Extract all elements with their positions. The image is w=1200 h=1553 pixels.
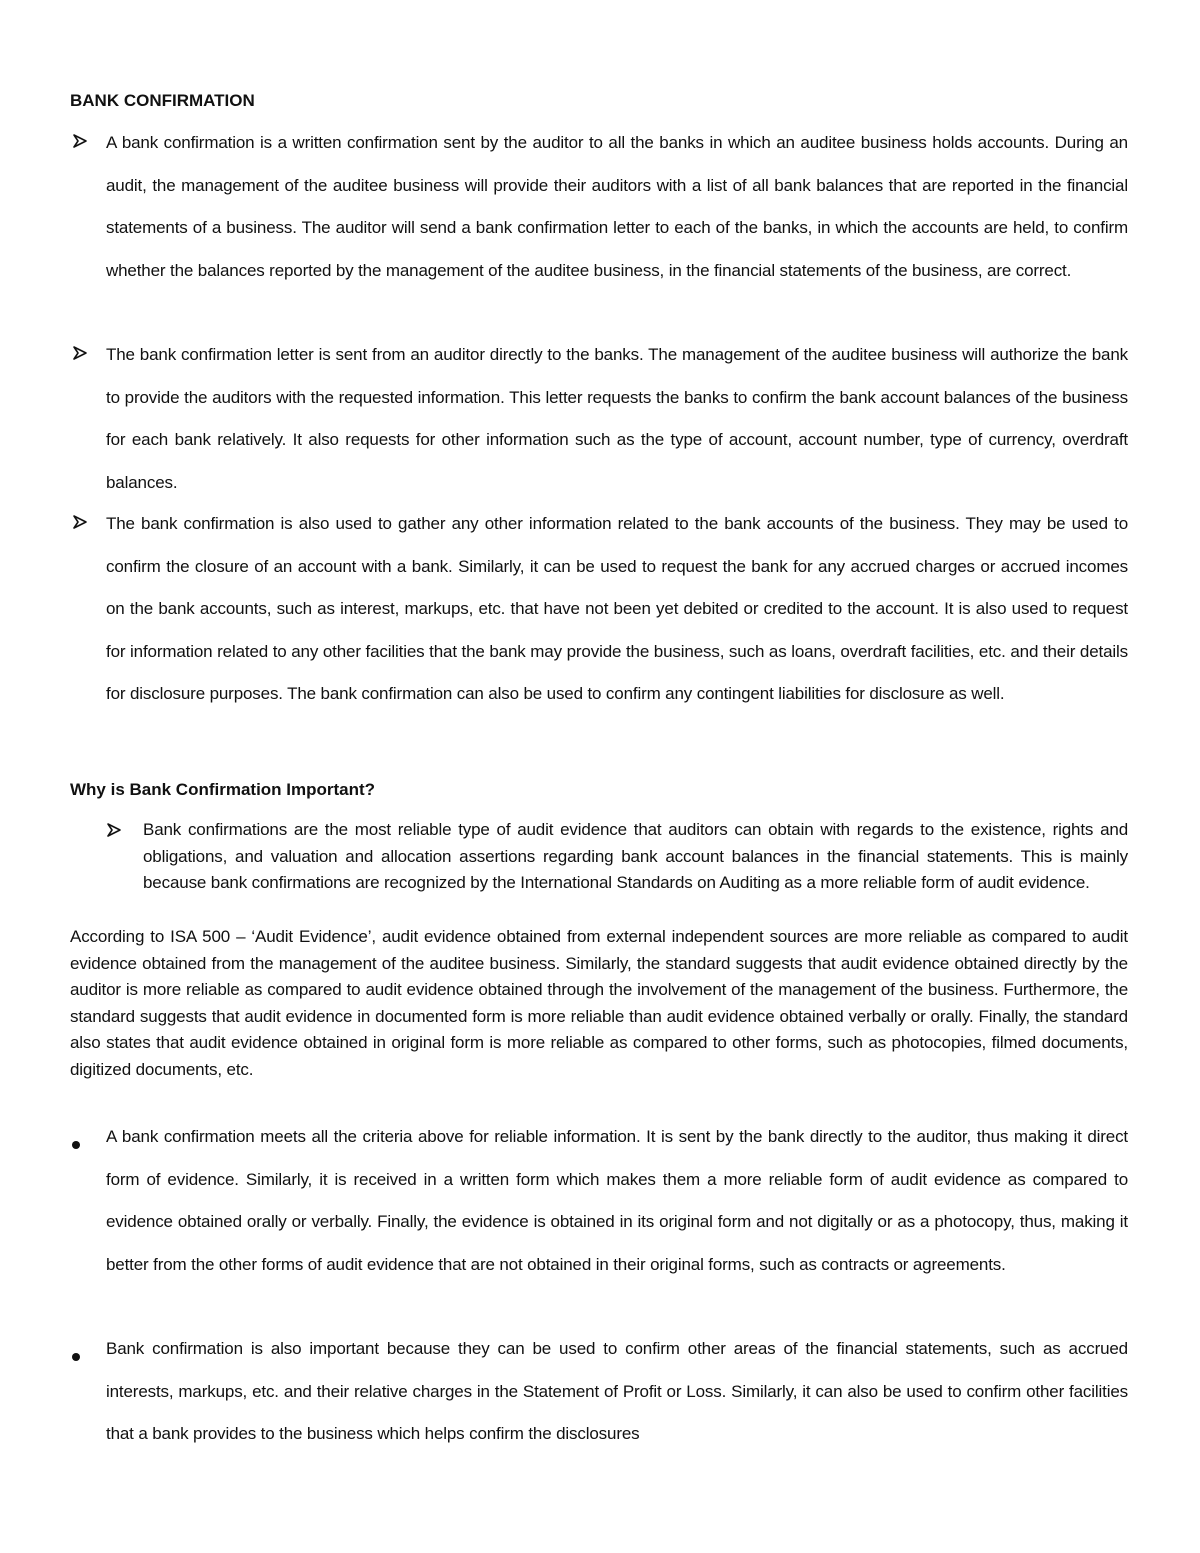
list-item: [70, 334, 1128, 504]
dot-bullet-icon: [72, 1133, 80, 1155]
arrow-bullet-icon: [72, 514, 88, 536]
list-item: [70, 1328, 1128, 1456]
list-item: [70, 1116, 1128, 1286]
bullet-point-1: A bank confirmation meets all the criteria above for reliable information. It is sent by the bank directly to the auditor, thus making it direct form of evidence. Similarly, it is received in a written form which makes them a more reliable form of audit evidence as compared to evidence obtained orally or verbally. Finally, the evidence is obtained in its original form and not digitally or as a photocopy, thus, making it better from the other forms of audit evidence that are not obtained in their original forms, such as contracts or agreements.: [106, 1127, 1128, 1274]
page-title: BANK CONFIRMATION: [70, 91, 255, 110]
intro-point-1: A bank confirmation is a written confirmation sent by the auditor to all the banks in which an auditee business holds accounts. During an audit, the management of the auditee business will provide their auditors with a list of all bank balances that are reported in the financial statements of a business. The auditor will send a bank confirmation letter to each of the banks, in which the accounts are held, to confirm whether the balances reported by the management of the auditee business, in the financial statements of the business, are correct.: [106, 133, 1128, 280]
arrow-bullet-icon: [72, 133, 88, 155]
arrow-bullet-icon: [72, 345, 88, 367]
list-item: [70, 503, 1128, 716]
list-item: [106, 817, 1128, 897]
isa-paragraph: According to ISA 500 – ‘Audit Evidence’, audit evidence obtained from external independent sources are more reliable as compared to audit evidence obtained from the management of the auditee business. Similarly, the standard suggests that audit evidence obtained directly by the auditor is more reliable as compared to audit evidence obtained through the involvement of the management of the business. Furthermore, the standard suggests that audit evidence in documented form is more reliable than audit evidence obtained verbally or orally. Finally, the standard also states that audit evidence obtained in original form is more reliable as compared to other forms, such as photocopies, filmed documents, digitized documents, etc.: [70, 927, 1128, 1079]
importance-point: Bank confirmations are the most reliable type of audit evidence that auditors can obtain with regards to the existence, rights and obligations, and valuation and allocation assertions regarding bank account balances in the financial statements. This is mainly because bank confirmations are recognized by the International Standards on Auditing as a more reliable form of audit evidence.: [143, 820, 1128, 892]
dot-bullet-icon: [72, 1345, 80, 1367]
arrow-bullet-icon: [106, 822, 122, 844]
list-item: [70, 122, 1128, 292]
intro-point-3: The bank confirmation is also used to gather any other information related to the bank accounts of the business. They may be used to confirm the closure of an account with a bank. Similarly, it can be used to request the bank for any accrued charges or accrued incomes on the bank accounts, such as interest, markups, etc. that have not been yet debited or credited to the account. It is also used to request for information related to any other facilities that the bank may provide the business, such as loans, overdraft facilities, etc. and their details for disclosure purposes. The bank confirmation can also be used to confirm any contingent liabilities for disclosure as well.: [106, 514, 1128, 703]
intro-point-2: The bank confirmation letter is sent from an auditor directly to the banks. The management of the auditee business will authorize the bank to provide the auditors with the requested information. This letter requests the banks to confirm the bank account balances of the business for each bank relatively. It also requests for other information such as the type of account, account number, type of currency, overdraft balances.: [106, 345, 1128, 492]
section-heading: Why is Bank Confirmation Important?: [70, 780, 376, 799]
bullet-point-2: Bank confirmation is also important because they can be used to confirm other areas of the financial statements, such as accrued interests, markups, etc. and their relative charges in the Statement of Profit or Loss. Similarly, it can also be used to confirm other facilities that a bank provides to the business which helps confirm the disclosures: [106, 1339, 1128, 1443]
